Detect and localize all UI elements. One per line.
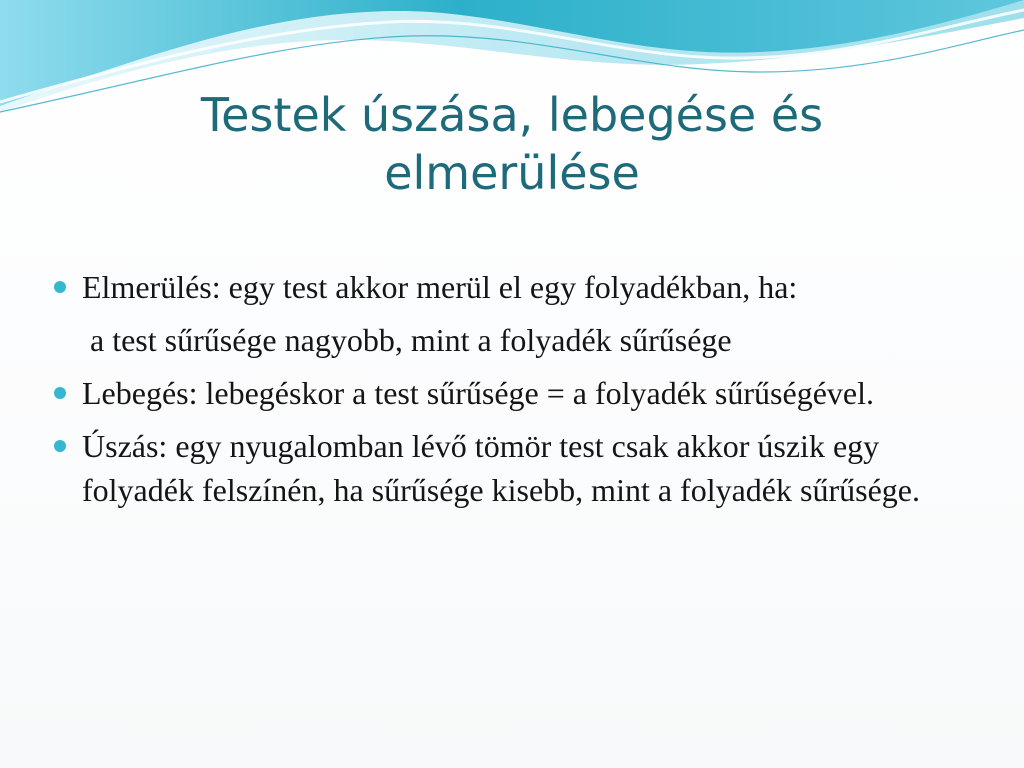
bullet-text: Elmerülés: egy test akkor merül el egy folyadékban, ha: bbox=[82, 269, 798, 305]
bullet-item-uszas bbox=[52, 424, 972, 512]
bullet-circle-icon bbox=[54, 387, 66, 399]
slide-title bbox=[80, 86, 944, 202]
bullet-circle-icon bbox=[54, 281, 66, 293]
bullet-item-elmerules bbox=[52, 265, 972, 309]
bullet-item-lebeges bbox=[52, 371, 972, 415]
bullet-circle-icon bbox=[54, 440, 66, 452]
bullet-text: Úszás: egy nyugalomban lévő tömör test csak akkor úszik egy folyadék felszínén, ha sűrűsége kisebb, mint a folyadék sűrűsége. bbox=[82, 428, 920, 508]
slide-title-line-1: Testek úszása, lebegése és bbox=[200, 88, 824, 142]
bullet-list bbox=[52, 262, 972, 512]
slide-title-line-2: elmerülése bbox=[384, 146, 640, 200]
bullet-subline-elmerules-condition bbox=[52, 318, 972, 362]
subline-text: a test sűrűsége nagyobb, mint a folyadék sűrűsége bbox=[90, 322, 732, 358]
bullet-text: Lebegés: lebegéskor a test sűrűsége = a folyadék sűrűségével. bbox=[82, 375, 874, 411]
